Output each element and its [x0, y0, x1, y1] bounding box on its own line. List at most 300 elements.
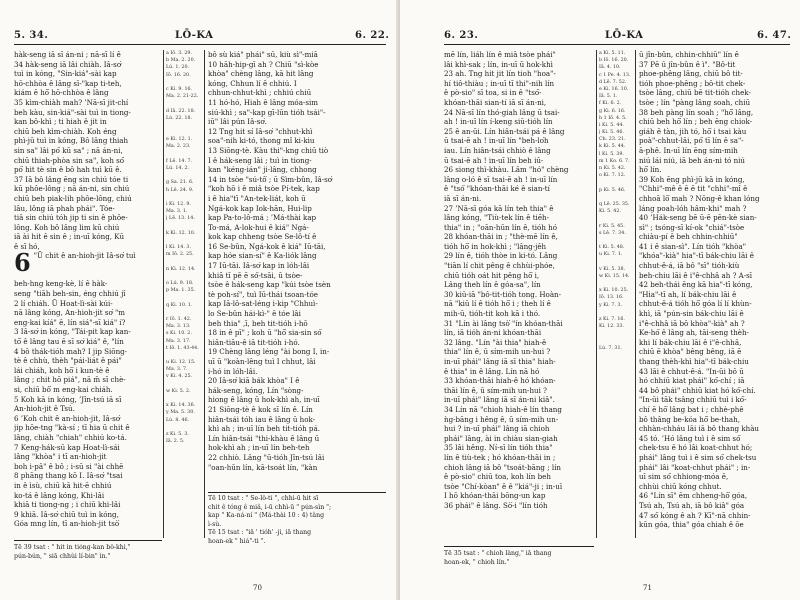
xref-line	[166, 273, 202, 280]
verse-line: hok-khì ah ; in-uī lín beh-teh	[208, 443, 310, 453]
verse-line: si, chiū bô͘ m eng-kai chiáh.	[14, 385, 113, 394]
verse-line: chiàu-pí ê beh chhin-chhiū"	[639, 232, 738, 242]
left-footnote	[14, 544, 162, 561]
verse-line: sin sa" lâi pó͘ kū sa" ; nā án-ni,	[14, 145, 123, 155]
verse-line: 42 beh-thái ēng kā hia"-tī kóng,	[639, 280, 753, 290]
verse-line: thia" lín ê, ū sím-mih un-hui ?	[444, 347, 551, 357]
right-footnote-rule	[444, 546, 594, 547]
verse-line: ko-tá ê lâng kóng, Khi-lâi	[14, 490, 105, 500]
xref-line: g Sa. 21. 6.	[166, 180, 194, 186]
xref-line: t Ki. 5. 48.	[599, 245, 625, 251]
xref-line	[166, 151, 202, 158]
verse-line: Lín hiân-tsái "thi-khàu ê lâng ū	[208, 433, 320, 443]
verse-line: hiân-tiāu-ê iā tit-tióh i-hó.	[208, 337, 300, 347]
xref-line: c 1 Pe. 4. 13.	[599, 72, 631, 78]
verse-line: "In-ūi tāk tsâng chhiū tuì i kó͘-	[639, 395, 747, 405]
verse-line: 26 siong thì-khàu. Lâm "hó" chèng	[444, 165, 569, 175]
verse-line: kok kap chheng tsòe Se-lô-tí ê	[208, 232, 317, 242]
verse-line: lông. Koh bô lâng lim kū chiú	[14, 222, 120, 232]
xref-line	[599, 330, 633, 337]
verse-line: tiâ sin chiú tóh jip ti sin ê phôe-	[14, 213, 128, 223]
xref-line: n Ki. 5. 42.	[599, 166, 626, 171]
left-footnote-rule	[14, 540, 162, 541]
verse-line: hui ? in-uī phái" lâng iā chioh	[444, 424, 550, 434]
verse-line: chioh lâng iā bô "tsoát-bāng ; lín	[444, 462, 561, 472]
xref-line: r Iō. 1. 42.	[166, 316, 192, 322]
xref-line: u Ki. 12. 15.	[166, 360, 196, 366]
verse-line: i"ê-chhâ iā bô khòa"-kià" ah ?	[639, 318, 745, 328]
verse-line: 22 chhiò. Lâng "ū-tióh Jîn-tsú lâi	[208, 452, 325, 462]
left-column-divider-2	[204, 50, 205, 538]
verse-line: 38 beh pàng lín soah ; "hō͘ lâng,	[639, 107, 754, 117]
verse-line: chiū thiah-phòa sin sa", koh só͘	[14, 155, 125, 165]
xref-line: p Ki. 5. 46.	[599, 187, 626, 193]
verse-line: 34 hàk-seng iā lâi chiàh. Iâ-sơ͘	[14, 59, 122, 69]
verse-line: chiū beh piak-lih phôe-lông, chiú	[14, 193, 132, 203]
verse-line: uī sim só͘ chhiong-móa ê,	[639, 472, 729, 482]
xref-line: Ma. 3. 1.	[166, 209, 188, 215]
footnote-line: Tē 15 tsat : "iā ' tióh' -ji, iā thang	[208, 529, 312, 537]
verse-line: chhoā lō͘ mah ? Nōng-ê khan lóng	[639, 193, 760, 203]
xref-line: d Iā. 22. 18.	[166, 108, 196, 114]
verse-line: beh kàu, sin-kiá"-sài tuì in tiong-	[14, 107, 131, 117]
verse-line: chiū beh kìm-chiàh. Koh éng	[14, 126, 117, 136]
verse-line: 34 Lín nā "chioh hiah-ê lín thang	[444, 404, 562, 414]
verse-line: lái chiáh, koh hō͘ i kun-tè ê	[14, 365, 110, 375]
xref-line	[166, 172, 202, 179]
verse-line: iā ài hit ê sin ê ; in-uī kóng, Kū	[14, 232, 125, 242]
verse-line: 12 Tng hit sí Iâ-sơ͘ "chhut-khì	[208, 126, 313, 136]
xref-line: y Ki. 7. 3.	[599, 302, 623, 308]
xref-line: Iā. 5. 1.	[599, 94, 618, 100]
xref-line: b Ma. 2. 20.	[166, 58, 196, 64]
left-header-rule	[14, 44, 386, 45]
left-second-column	[208, 50, 386, 490]
xref-line: g Ki. 6. 16.	[599, 108, 626, 114]
xref-line: n Ki. 12. 14.	[166, 266, 196, 272]
verse-line: khì ah ; in-uī lín beh tit-tióh pá.	[208, 424, 320, 434]
xref-line: o Lú. 9. 18.	[166, 281, 194, 286]
xref-line: x Ki. 14. 36.	[166, 403, 196, 409]
verse-line: lâng, chiàh "chiah" chhiú ko-tá.	[14, 432, 127, 442]
verse-line: beh thia" ,ī, beh tit-tióh i-hō	[208, 318, 308, 328]
xref-line: Ma. 2. 23.	[166, 144, 191, 150]
verse-line: nā lâng kóng, An-hioh-jit sơ͘ "m	[14, 308, 125, 318]
xref-line	[166, 258, 202, 265]
verse-line: 39 Koh ēng phì-jū kā in kóng,	[639, 174, 745, 184]
verse-line: "oan-hūn lín, kā-tsoát lín, "kàn	[208, 462, 318, 472]
xref-line: Lú. 7. 31.	[599, 345, 623, 351]
verse-line: 43 lāi ê chhut-ê-á. "In-ūi bô ū	[639, 366, 744, 376]
verse-line: 16 Se-bûn, Ngá-kok ê kiá" Iū-tāi,	[208, 241, 326, 251]
verse-line: chhàn-chháu lāi iā bô thang khàu	[639, 424, 759, 434]
verse-line: hàk-seng iā sī án-ni ; nā-sī lí ê	[14, 50, 121, 59]
verse-line: 8 phāng thang kō I. Iâ-sơ͘ "tsai	[14, 471, 123, 481]
verse-line: Lâng theh lín ê góa-sa", lín	[444, 280, 541, 290]
xref-line: Ma. 3. 17.	[166, 338, 191, 344]
verse-line: I ê hák-seng lâi ; tuì in tiong-	[208, 155, 312, 165]
verse-line: 30 kiū-iā "bô-tit-tióh tong. Hoàn-	[444, 289, 562, 299]
verse-line: thia" in ; "oān-hūn lín ê, tióh hó	[444, 222, 557, 232]
verse-line: hiong ê lâng ū hok-khì ah, in-uī	[208, 395, 320, 405]
footnote-line: Tē 35 tsat : " chioh lâng," iā thang	[444, 550, 552, 557]
verse-line: chiū beh hō͘ lín ; beh ēng chiok-	[639, 117, 753, 127]
verse-line: tsòe ê hák-seng kap "kúi tsòe tsèn	[208, 280, 331, 290]
verse-line: 44 bô phái" chhiū kiat hó kó͘-chí.	[639, 385, 756, 395]
verse-line: phì-jū tuì in kóng, Bô lâng thiah	[14, 136, 129, 146]
verse-line: kap hóe sian-sí" ê Ka-liók lâng	[208, 251, 317, 261]
verse-line: khì, iā "pún-sin bák-chiu lāi ê	[639, 309, 744, 319]
verse-line: in-uī phái" lâng iā sī án-ni kiâ".	[444, 395, 555, 405]
left-column-divider-1	[163, 50, 164, 538]
verse-line: Góa mng lín, tī an-hioh-jit tsò͘	[14, 519, 120, 529]
verse-line: ê pò-sio" sī toa, si in ê "tsó͘-	[444, 88, 542, 98]
xref-line: Lú. 22. 18.	[166, 115, 193, 121]
xref-line	[599, 309, 633, 316]
verse-line: tsòe ; lín "pàng lâng soah, chiū	[639, 97, 751, 107]
verse-line: ǹg-bāng i hêng ê, ū sím-mih un-	[444, 414, 559, 424]
verse-line: 23 ah. Tng hit jit lín tioh "hoa"-	[444, 69, 556, 79]
verse-line: To-má, A-lok-hui ê kiá" Ngá-	[208, 222, 309, 232]
verse-line: 24 Nā-sī lín thó-giah lâng ū tsai-	[444, 107, 560, 117]
verse-line: iau. Lín hiân-tsái chhiò ê lâng	[444, 145, 551, 155]
verse-line: mih-ū, tióh-tit koh kā i thó.	[444, 309, 541, 319]
verse-line: 2 lí chiáh. Ū Hoat-lì-sài kúi-	[14, 298, 113, 308]
verse-line: "koh hō i ê miâ tsòe Pí-tek, kap	[208, 184, 320, 194]
verse-line: 32 lâng. "Lín "ài thia" hiah-ê	[444, 337, 547, 347]
verse-line: lâng ; chit hō piá", nā m̄ sī chè-	[14, 375, 126, 385]
verse-line: 14 in tsòe "sú-tô͘ ; ū Sìm-bûn, Iâ-sơ͘	[208, 174, 333, 184]
verse-line: "tiān lí chit pêng ê chhùi-phóe,	[444, 261, 555, 271]
verse-line: iū" lâi pún Iâ-sơ͘.	[208, 117, 267, 127]
footnote-line: chit ê tóng ê miâ, i-ū chhì-ū " pún-sìn ";	[208, 503, 332, 511]
xref-line: p Ma. 1. 35.	[166, 288, 196, 294]
right-cross-references	[599, 50, 633, 538]
xref-line: v Ki. 5. 38.	[599, 266, 626, 272]
xref-line: e Ki. 12. 1.	[166, 137, 193, 143]
xref-line: k Ki. 5. 44.	[599, 144, 626, 150]
verse-line: ê thia" in ê lâng. Lín nā hó	[444, 366, 540, 376]
verse-line: lâng o-ló ê sī tsai-ē ah ! in-uī lín	[444, 174, 558, 184]
verse-line: 45 tó. ’Hó lâng tuì i ê sim só͘	[639, 433, 741, 443]
verse-line: 3 Iâ-sơ͘ in kóng, "Tái-pit kap kan-	[14, 327, 131, 337]
verse-line: Ngá-kok kap Iok-hān, Hui-lip	[208, 203, 312, 213]
footnote-line: hoan-ek, " chioh lín."	[444, 558, 510, 566]
xref-line: Ki. 12. 33.	[599, 324, 624, 330]
xref-line: a Ki. 5. 11.	[599, 51, 626, 56]
xref-line: Ki. 5. 42.	[599, 209, 621, 215]
verse-line: i ê hia"tī "An-tek-liát, koh ū	[208, 193, 306, 203]
verse-line: 35 lâi hêng. Ní-sī lín tióh thia"	[444, 443, 553, 453]
verse-line: ū tsai-ē ah ! in-uī lín beh iū-	[444, 155, 544, 165]
right-header-title: LŌ-KA	[605, 30, 644, 41]
xref-line: v Ki. 4. 25.	[166, 374, 193, 380]
right-header-rule	[444, 44, 790, 45]
xref-line	[166, 381, 202, 388]
verse-line: 33 khóan-thāi hiah-ê hó khóan-	[444, 376, 556, 386]
xref-line	[599, 280, 633, 287]
verse-line: phái" lâi "koat-chhut phái" ; in-	[639, 462, 751, 472]
footnote-line: Tē 39 tsat : " hit ìn tióng-kan bô-khì,"	[14, 544, 131, 551]
chapter-first-line: "Ū chit ê an-hioh-jit Iâ-sơ͘ tuì	[33, 251, 136, 261]
verse-line: 36 phái" ê lâng. Sò͘-i "lín tióh	[444, 500, 548, 510]
xref-line: j Lê. 13. 14.	[166, 216, 195, 222]
verse-line: kap Pa-to-lô-má ; ’Má-thài kap	[208, 213, 317, 223]
xref-line	[166, 237, 202, 244]
left-main-column	[14, 50, 162, 538]
verse-line: Tsú ah, Tsú ah, iā bô kiâ" góa	[639, 500, 745, 510]
verse-line: lo Se-bûn hái-kì-" ê tóe lâi	[208, 309, 301, 319]
verse-line: ah ! in-uī lín í-keng siū-tióh lín	[444, 117, 553, 127]
verse-line: 40 ’Hák-seng bē ū-ē pēn-kè sian-	[639, 213, 757, 223]
xref-line: q Ki. 10. 1.	[166, 302, 193, 308]
xref-line: Iā. 4. 10.	[599, 65, 621, 71]
verse-line: ê sī hó,	[14, 241, 40, 251]
xref-line	[166, 309, 202, 316]
verse-line: ū tsai-ē ah ! in-uī lín "beh-lo͘h	[444, 136, 549, 146]
verse-line: jip hōe-tng "kà-sí ; tī hia ū chit ê	[14, 423, 130, 433]
xref-line	[166, 122, 202, 129]
verse-line: 47 só͘ kóng ê ah ? Kī"-nā chhin-	[639, 510, 751, 520]
xref-line: z Ki. 5. 3.	[166, 431, 189, 437]
xref-line: u Ki. 7. 1.	[599, 252, 623, 258]
verse-line: 6 ’Koh chit ê an-hioh-jit, Iâ-sơ͘	[14, 413, 121, 423]
left-footnote-rule-2	[208, 492, 386, 493]
xref-line: e Ki. 16. 10.	[599, 86, 629, 92]
verse-line: mē lín, liáh lín ê miâ tsòe phái"	[444, 50, 556, 59]
verse-line: khòa" chèng lâng, kā hit lâng	[208, 69, 314, 79]
left-header-chapter-end: 6. 22.	[355, 30, 390, 41]
xref-line	[166, 79, 202, 86]
verse-line: 10 hāh-hip-gī ah ? Chiū "sì-kòe	[208, 59, 319, 69]
right-footnote	[444, 550, 594, 567]
xref-line: Ma. 3. 7.	[166, 367, 188, 373]
verse-line: tsòe lâng, chiū bē tit-tióh chek-	[639, 88, 751, 98]
verse-line: khiā ti tiong-ng ; i chiū khi-lâi	[14, 500, 121, 510]
verse-line: phái" lâng, ài in chiàu sian-giah	[444, 433, 558, 443]
verse-line: khiā tī pē ē só͘-tsāi, ū tsòe-	[208, 270, 303, 280]
footnote-line: Tē 10 tsat : " Se-lô-tí ", chhì-ū hit sī	[208, 495, 319, 502]
verse-line: kū phôe-lông ; nā án-ni, sin chiú	[14, 184, 130, 194]
verse-line: eng-kai kíá" ê, lín siá"-sī kiá" í?	[14, 317, 126, 327]
verse-line: chhun-chhut-khì ; chhiú chiū	[208, 88, 312, 98]
verse-line: sì" ; tsóng-sī kí-ok "chiá"-tsòe	[639, 222, 745, 232]
verse-line: An-hioh-jit ê Tsú.	[14, 404, 75, 414]
xref-line: q Lê. 25. 35.	[599, 201, 630, 207]
xref-line	[599, 258, 633, 265]
verse-line: boh i-pâ" ê bô ; i-sū si "ài chhē	[14, 461, 124, 471]
verse-line: 46 "Lín sī" ēm chheng-hō͘ góa,	[639, 491, 748, 501]
verse-line: i-hó in lóh-lâi.	[208, 366, 258, 376]
verse-line: chí ē hō͘ lâng bat i ; chhè-phê	[639, 404, 744, 414]
verse-line: beh-chiu lāi ê i"ê-chhâ ah ? A-sī	[639, 270, 753, 280]
footnote-line: hoan-ek " hiá"-ti ".	[208, 537, 266, 545]
verse-line: 21 Siōng-tè ê kok sī lín ê. Lín	[208, 404, 313, 414]
verse-line: kūn góa, thia" góa chiah ê ōe	[639, 520, 744, 530]
verse-line: Ke-hó͘ ê lâng ah, tāi-seng thèh-	[639, 328, 749, 338]
verse-line: beh-hng keng-kè, lí ê hàk-	[14, 279, 108, 289]
verse-line: "Hia"-tī ah, lí bák-chiu lāi ê	[639, 289, 737, 299]
xref-line: f Ki. 6. 2.	[599, 101, 622, 107]
xref-line	[166, 223, 202, 230]
verse-line: 4 bô thák-tióh mah? I jip Siōng-	[14, 346, 128, 356]
left-cross-references	[166, 50, 202, 538]
xref-line: Lú. 8. 46.	[166, 417, 190, 423]
verse-line: phái" lâng tuì i ê sim só͘ chek-tsu	[639, 452, 757, 462]
verse-line: kan bô-khì ; ti hiah ê jit in	[14, 117, 107, 127]
right-column-divider-1	[596, 50, 597, 538]
right-header-chapter-start: 6. 23.	[444, 30, 479, 41]
chapter-drop-number: 6	[14, 248, 31, 278]
verse-line: bô thâng be-kóa hō͘ be-thah,	[639, 414, 740, 424]
verse-line: tióh hō͘ in hok-khì ; "lâng-jêh	[444, 241, 547, 251]
xref-line: b Iō. 16. 20.	[599, 58, 629, 64]
verse-line: hiân-tsái tóh iau ê lâng ū hok-	[208, 414, 316, 424]
footnote-line: pún-bún, " siā chhùi lí-bin" ìn."	[14, 552, 111, 560]
left-header-chapter-start: 5. 34.	[14, 30, 49, 41]
verse-line: in-uī phái" lâng iā sī thia" hiah-	[444, 357, 556, 366]
verse-line: thāi lín ê, ū sím-mih un-hui ?	[444, 385, 547, 395]
xref-line: Lú. 14. 2.	[166, 166, 190, 171]
xref-line: m 1 Ko. 6. 7.	[599, 158, 630, 164]
verse-line: 11 hó-hó, Hiah ê lâng móa-sim	[208, 97, 318, 107]
verse-line: hák-seng, kóng, Lín "sòng-	[208, 385, 304, 395]
verse-line: 31 "Lín ài lâng tsò͘ "ín khóan-thāi	[444, 318, 563, 328]
verse-line: tsòe "Chí-kòan" ê ê "kiá"-ji ; in-uī	[444, 481, 563, 491]
verse-line: 20 Iâ-sơ͘ kiā bák khòa" I ê	[208, 376, 300, 386]
xref-line: i Ki. 12. 9.	[166, 201, 191, 207]
verse-line: 7 Keng-hák-sū kap Hoat-lì-sái	[14, 442, 120, 452]
verse-line: phoe-phêng lâng, chiū bô tit-	[639, 69, 743, 79]
verse-line: in ê ìsù, chiū kā hit-ē chhiú	[14, 480, 112, 490]
verse-line: khi lí bák-chiu lāi ê i"ê-chhâ,	[639, 337, 742, 347]
verse-line: hó chhiū kiat phái" kó͘-chí ; iā	[639, 376, 745, 386]
right-second-column	[639, 50, 791, 538]
verse-line: tè ê chhù, thèh "pái-liát ê pái"	[14, 356, 122, 366]
verse-line: kóng, Chhun lí ê chhiú. I	[208, 78, 297, 88]
verse-line: lín, iā tióh án-ni khóan-thāi	[444, 328, 542, 338]
verse-line: seng "tiāh beh-sin, éng chhiú jî	[14, 289, 126, 299]
verse-line: chhùi chiū kóng chhut.	[639, 481, 722, 491]
verse-line: "Chhi"-mê ê ē ē tit "chhi"-mî ê	[639, 184, 748, 194]
verse-line: chhut-ê-á tióh hō͘ góa lí lí khùn-	[639, 299, 752, 309]
footnote-line: ì-sù.	[208, 520, 222, 528]
xref-line: k Ki. 12. 10.	[166, 230, 196, 236]
verse-line: hō͘ lín.	[639, 165, 662, 175]
verse-line: 37 Pē ū jîn-bûn ê ì". "Bô-tit	[639, 59, 736, 69]
xref-line: Ma. 3. 13.	[166, 324, 191, 330]
verse-line: 28 khóan-thāi in ; "thè-mē lín ê,	[444, 232, 558, 242]
verse-line: 5 Koh kā in kóng, ’Jîn-tsú iā sī	[14, 394, 122, 404]
xref-line: l Ki. 14. 3.	[166, 245, 191, 251]
verse-line: 13 Siōng-tè. Kàu thi"-kng chiū tiò	[208, 145, 329, 155]
xref-line	[166, 424, 202, 431]
left-header-title: LŌ-KA	[175, 30, 214, 41]
left-footnote-2	[208, 495, 386, 547]
verse-line: tuì in kóng, "Sin-kiá"-sài kap	[14, 69, 117, 79]
xref-line: w Ki. 5. 2.	[166, 388, 191, 394]
xref-line	[166, 100, 202, 107]
xref-line	[599, 194, 633, 201]
verse-line: kap Iā-lô-sat-léng i-kip "Chhuì-	[208, 299, 318, 309]
xref-line: h 1 Iō. 4. 5.	[599, 115, 627, 121]
verse-line: soa"-nih ki-tó, thong mî ki-kiu	[208, 136, 315, 146]
verse-line: 19 Chèng lâng léng "ài bong I, in-	[208, 347, 330, 357]
verse-line: ê pò-sio" chiū toa, koh lín beh	[444, 472, 551, 482]
xref-line: Ma. 2. 21-22.	[166, 94, 199, 100]
xref-line: j Ki. 5. 46.	[599, 130, 624, 136]
verse-line: lín ê tiù-tek ; hó khóan-thāi in ;	[444, 452, 556, 462]
verse-line: uī ū "koàn-lêng tuì I chhut, lâi	[208, 357, 316, 366]
verse-line: 35 kìm-chiàh mah? ’Nā-sī jit-chí	[14, 97, 129, 107]
verse-line: siú-khì ; sa"-kap gī-lūn tióh tsái"-	[208, 107, 326, 117]
left-page-number: 70	[253, 584, 262, 592]
xref-line: d Lê. 7. 52.	[599, 79, 627, 85]
verse-line: lâng kóng, "Tiù-tek lín ê tiēh-	[444, 213, 549, 223]
verse-line: lâu, lông iā phah phái". Tóe-	[14, 203, 115, 213]
verse-line: 18 in ê pī" ; koh ū "hō͘ sia-sin só͘	[208, 328, 322, 338]
verse-line: I hō khóan-thāi bōng-un kap	[444, 491, 546, 501]
footnote-line: kap " Ka-ná-ní " (Má-thài 10 : 4) tâng	[208, 512, 325, 520]
verse-line: tè poh-sí", tuì Iū-thái tsoan-tóe	[208, 289, 318, 299]
xref-line	[599, 215, 633, 222]
xref-line	[166, 294, 202, 301]
xref-line	[166, 129, 202, 136]
xref-line: a Iō. 3. 29.	[166, 51, 192, 56]
xref-line: x Ki. 10. 25.	[599, 288, 629, 294]
xref-line	[599, 179, 633, 186]
xref-line	[166, 194, 202, 201]
verse-line	[14, 248, 162, 279]
verse-line: 29 lín ê, tióh thòe in ki-tó. Lâng	[444, 251, 558, 261]
verse-line: lâi khì-sak ; lín, in-uī ū hok-khì	[444, 59, 553, 69]
verse-line: ê "tsó͘ "khóan-thāi ké ê sian-tí	[444, 184, 550, 194]
verse-line: hō-chhòa ê lâng sī-"kap ti-teh,	[14, 78, 122, 88]
xref-line: c Ki. 9. 16.	[166, 86, 193, 92]
verse-line: 27 ’Nā-sī góa kā lín teh thia" ê	[444, 203, 554, 213]
verse-line: lâng "khòa" i tī an-hioh-jit	[14, 452, 107, 462]
verse-line: 41 i ê sian-sì". Lín tióh "khòa"	[639, 241, 746, 251]
verse-line: thang thèh-khì hia"-tī bák-chiu	[639, 357, 749, 366]
verse-line: bô sù kiá" phái" sū, kiù sì"-miā	[208, 50, 318, 59]
xref-line: m Iō. 2. 25.	[166, 252, 194, 258]
xref-line: Ch. 23. 21.	[599, 137, 626, 143]
verse-line: poà"-chhut-lâi, pó͘ tī lín ê sa"-	[639, 136, 744, 146]
xref-line	[166, 352, 202, 359]
verse-line: 9 khiā. Iâ-sơ͘ chiū tuì in kóng,	[14, 509, 119, 519]
right-column-divider-2	[635, 50, 636, 538]
verse-line: 25 ê an-ūi. Lín hiân-tsái pá ê lâng	[444, 126, 565, 136]
xref-line: l Ki. 5. 39.	[599, 151, 624, 157]
xref-line: s Lê. 7. 34.	[599, 230, 626, 236]
xref-line: Iō. 13. 16.	[599, 295, 624, 301]
xref-line: t Iō. 1. 43-44.	[166, 345, 199, 351]
verse-line: khóan-thāi sian-tí iā sī án-ni,	[444, 97, 547, 107]
right-page-number: 71	[643, 584, 652, 592]
verse-line: pó͘ hit tè sin ê bô hah tuì kū ê.	[14, 165, 122, 175]
verse-line: 37 Iā bô lâng ēng sin chiú tóe ti	[14, 174, 129, 184]
xref-line	[166, 395, 202, 402]
verse-line: giáh ê tàn, jih tó, hō͘ i tsai kàu	[639, 126, 747, 136]
verse-line: ā-phê. In-uī lín ēng sím-mih	[639, 145, 738, 155]
xref-line	[599, 237, 633, 244]
verse-line: iā sī án-ni.	[444, 193, 482, 203]
verse-line: "khóa"-kià" hia"-tī bák-chiu lāi ê	[639, 251, 754, 261]
xref-line: r Ki. 5. 45.	[599, 223, 625, 229]
verse-line: ū jîn-bûn, chhin-chhiū" lín ê	[639, 50, 739, 59]
xref-line: Iā. 2. 5.	[166, 439, 185, 445]
xref-line: s Ki. 10. 2.	[166, 331, 192, 337]
